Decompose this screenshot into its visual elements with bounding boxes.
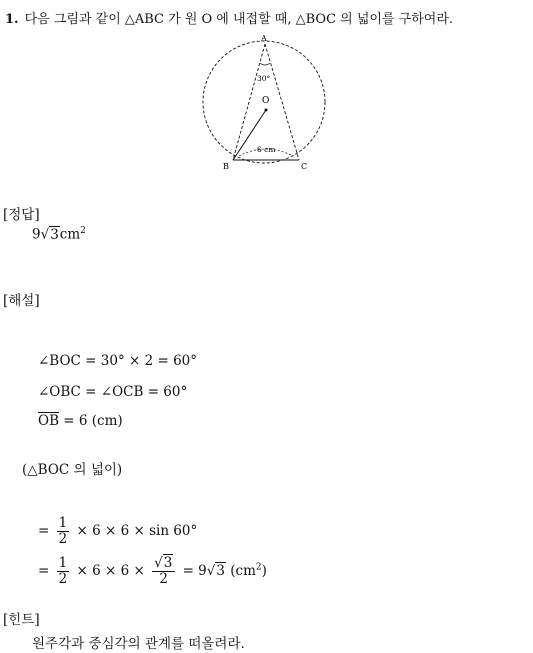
question-number: 1. [5,12,19,27]
hint-heading: [힌트] [3,612,40,628]
question-line [5,8,453,27]
side-ac [265,44,299,160]
segment-ob-label: $\overline{OB}$ [38,413,59,429]
eq2-radicand-1: 3 [163,555,173,571]
angle-label: 30° [257,74,271,83]
area-equation-2 [38,556,267,587]
eq2-unit-exp: 2 [255,562,262,573]
label-o: O [262,96,270,106]
answer-exp: 2 [80,226,86,236]
eq1-numerator: 1 [58,515,68,531]
eq2-numerator-1: 1 [58,555,68,571]
eq1-prefix: = [38,523,50,539]
answer-radicand: 3 [50,226,59,243]
eq2-sqrt-sign-1: √ [154,555,163,571]
eq2-fraction-1 [57,556,70,587]
triangle-circle-figure [195,30,335,178]
eq1-rest: × 6 × 6 × sin 60° [76,523,198,539]
answer-heading: [정답] [3,207,40,223]
eq2-unit-open: (cm [230,563,256,579]
eq2-mid: × 6 × 6 × [76,563,145,579]
area-equation-1 [38,516,197,547]
label-c: C [301,162,308,171]
explanation-line-3 [38,413,123,429]
answer-value [32,226,86,243]
hint-text: 원주각과 중심각의 관계를 떠올려라. [32,636,245,652]
eq2-sqrt-sign-2: √ [206,563,216,579]
side-ab [233,44,265,160]
question-text: 다음 그림과 같이 △ABC 가 원 O 에 내접할 때, △BOC 의 넓이를 구하여라. [24,12,454,27]
eq2-radicand-2: 3 [216,563,225,579]
explanation-heading: [해설] [3,293,40,309]
label-b: B [223,162,229,171]
eq2-denominator-2: 2 [159,571,168,587]
point-o [265,109,268,112]
eq2-fraction-2 [152,556,175,587]
eq2-unit-close: ) [261,563,267,579]
eq2-denominator-1: 2 [58,571,68,587]
angle-arc [260,63,270,65]
eq2-prefix: = [38,563,50,579]
sqrt-sign: √ [40,226,50,243]
answer-unit: cm [59,226,81,243]
eq2-numerator-2 [152,556,175,572]
answer-coef: 9 [32,226,41,243]
explanation-line-2: ∠OBC = ∠OCB = 60° [38,384,188,400]
eq1-fraction [57,516,70,547]
explanation-line-1: ∠BOC = 30° × 2 = 60° [38,353,198,369]
side-label: 6 cm [257,145,276,154]
area-label: (△BOC 의 넓이) [22,462,123,478]
segment-ob-value: = 6 (cm) [59,413,123,429]
eq1-denominator: 2 [58,531,68,547]
eq2-eq: = 9 [182,563,207,579]
label-a: A [261,34,267,43]
